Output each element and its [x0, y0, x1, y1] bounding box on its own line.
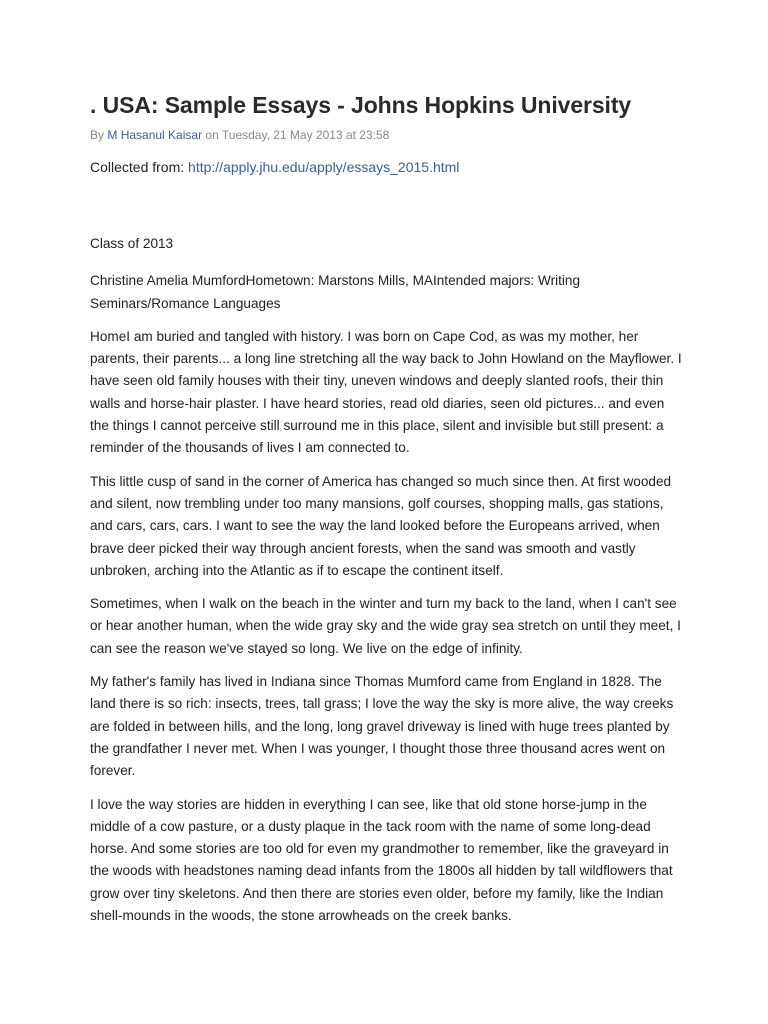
essay-paragraph: Sometimes, when I walk on the beach in the winter and turn my back to the land, when I can't see or hear another human, when the wide gray sky and the wide gray sea stretch on until they meet, I can see the reason we've stayed so long. We live on the edge of infinity. — [90, 596, 681, 656]
author-link[interactable]: M Hasanul Kaisar — [107, 128, 203, 142]
article-body — [90, 233, 682, 938]
essay-paragraph: HomeI am buried and tangled with history. I was born on Cape Cod, as was my mother, her parents, their parents... a long line stretching all the way back to John Howland on the Mayflower. I have seen old family houses with their tiny, uneven windows and deeply slanted roofs, their thin walls and horse-hair plaster. I have heard stories, read old diaries, seen old pictures... and even the things I cannot perceive still surround me in this place, silent and invisible but still present: a reminder of the thousands of lives I am connected to. — [90, 328, 682, 456]
essay-paragraph: My father's family has lived in Indiana since Thomas Mumford came from England in 1828. The land there is so rich: insects, trees, tall grass; I love the way the sky is more alive, the way creeks are folded in between hills, and the long, long gravel driveway is lined with huge trees planted by the grandfather I never met. When I was younger, I thought those three thousand acres went on forever. — [90, 674, 674, 779]
essay-paragraph: I love the way stories are hidden in everything I can see, like that old stone horse-jump in the middle of a cow pasture, or a dusty plaque in the tack room with the name of some long-dead horse. And some stories are too old for even my grandmother to remember, like the graveyard in the woods with headstones naming dead infants from the 1800s all hidden by tall wildflowers that grow over tiny skeletons. And then there are stories even older, before my family, like the Indian shell-mounds in the woods, the stone arrowheads on the creek banks. — [90, 796, 673, 924]
source-line — [90, 159, 459, 175]
source-label: Collected from: — [90, 159, 185, 175]
post-date: on Tuesday, 21 May 2013 at 23:58 — [205, 128, 390, 142]
author-info-paragraph: Christine Amelia MumfordHometown: Marstons Mills, MAIntended majors: Writing Seminars/Romance Languages — [90, 273, 581, 311]
source-link[interactable]: http://apply.jhu.edu/apply/essays_2015.html — [188, 159, 460, 175]
essay-paragraph: This little cusp of sand in the corner of America has changed so much since then. At first wooded and silent, now trembling under too many mansions, golf courses, shopping malls, gas stations, and cars, cars, cars. I want to see the way the land looked before the Europeans arrived, when brave deer picked their way through ancient forests, when the sand was smooth and vastly unbroken, arching into the Atlantic as if to escape the continent itself. — [90, 473, 672, 578]
class-year-paragraph: Class of 2013 — [90, 236, 174, 251]
byline-prefix: By — [90, 128, 105, 142]
article-title: . USA: Sample Essays - Johns Hopkins University — [90, 92, 632, 118]
byline — [90, 128, 389, 142]
